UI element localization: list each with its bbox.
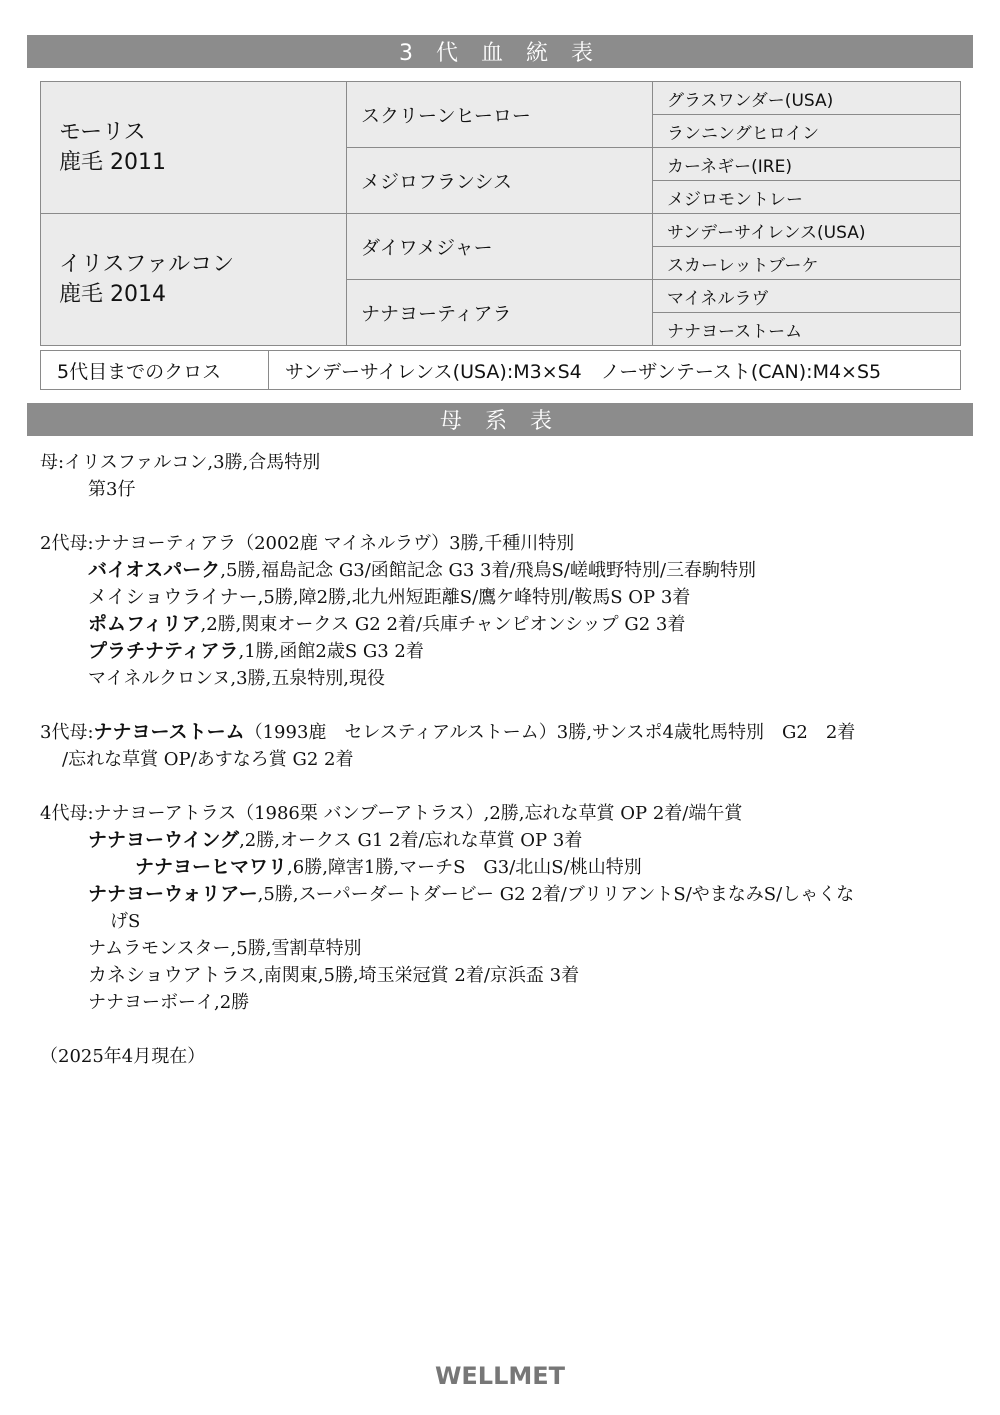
offspring-line [88, 962, 978, 989]
offspring-record: ,2勝,関東オークス G2 2着/兵庫チャンピオンシップ G2 3着 [200, 614, 686, 635]
cross-value: サンデーサイレンス(USA):M3×S4 ノーザンテースト(CAN):M4×S5 [269, 351, 961, 390]
sire-sire-dam: ランニングヒロイン [653, 115, 961, 148]
sire-info: 鹿毛 2011 [59, 149, 166, 175]
third-dam-line [40, 719, 970, 746]
offspring-record: ,5勝,障2勝,北九州短距離S/鷹ケ峰特別/鞍馬S OP 3着 [257, 587, 691, 608]
dam-line: 母:イリスファルコン,3勝,合馬特別 [40, 452, 321, 473]
offspring-record: ,5勝,スーパーダートダービー G2 2着/ブリリアントS/やまなみS/しゃくな [257, 884, 855, 905]
offspring-name: ナナヨーウォリアー [88, 883, 258, 905]
fourth-dam-line: 4代母:ナナヨーアトラス（1986栗 バンブーアトラス）,2勝,忘れな草賞 OP 2着/端午賞 [40, 803, 743, 824]
family-header: 母 系 表 [27, 403, 973, 436]
offspring-record: ,2勝,オークス G1 2着/忘れな草賞 OP 3着 [239, 830, 583, 851]
offspring-name: メイショウライナー [88, 586, 258, 608]
offspring-line [88, 638, 978, 665]
offspring-name: ポムフィリア [88, 613, 201, 635]
second-dam-line: 2代母:ナナヨーティアラ（2002鹿 マイネルラヴ）3勝,千種川特別 [40, 533, 575, 554]
offspring-name: ナナヨーウイング [88, 829, 240, 851]
offspring-line [88, 827, 978, 854]
third-dam-name: ナナヨーストーム [93, 721, 245, 743]
pedigree-header: 3 代 血 統 表 [27, 35, 973, 68]
wellmet-logo: WELLMET [434, 1362, 566, 1390]
sire-sire: スクリーンヒーロー [347, 82, 653, 148]
offspring-name: カネショウアトラス [88, 964, 259, 986]
as-of-date: （2025年4月現在） [40, 1046, 206, 1067]
offspring-line [88, 584, 978, 611]
sire-cell [41, 82, 347, 214]
offspring-record: ,1勝,函館2歳S G3 2着 [238, 641, 424, 662]
cross-table [40, 350, 961, 390]
dam-sire-dam: スカーレットブーケ [653, 247, 961, 280]
sire-name: モーリス [59, 119, 146, 145]
dam-dam-dam: ナナヨーストーム [653, 313, 961, 346]
dam-cell [41, 214, 347, 346]
third-dam-cont: /忘れな草賞 OP/あすなろ賞 G2 2着 [62, 749, 354, 770]
sire-sire-sire: グラスワンダー(USA) [653, 82, 961, 115]
sire-dam: メジロフランシス [347, 148, 653, 214]
dam-sire-sire: サンデーサイレンス(USA) [653, 214, 961, 247]
offspring-record: ,南関東,5勝,埼玉栄冠賞 2着/京浜盃 3着 [258, 965, 580, 986]
grand-offspring-line [135, 854, 975, 881]
offspring-line [88, 881, 978, 908]
dam-name: イリスファルコン [59, 251, 235, 277]
third-dam-record: （1993鹿 セレスティアルストーム）3勝,サンスポ4歳牝馬特別 G2 2着 [244, 722, 856, 743]
offspring-line: マイネルクロンヌ,3勝,五泉特別,現役 [88, 668, 385, 689]
offspring-line [88, 611, 978, 638]
third-dam-prefix: 3代母: [40, 722, 94, 743]
offspring-name: バイオスパーク [88, 559, 221, 581]
sire-dam-sire: カーネギー(IRE) [653, 148, 961, 181]
offspring-record: ,6勝,障害1勝,マーチS G3/北山S/桃山特別 [287, 857, 642, 878]
dam-info: 鹿毛 2014 [59, 281, 166, 307]
offspring-cont: げS [110, 911, 141, 932]
offspring-line: ナナヨーボーイ,2勝 [88, 992, 250, 1013]
offspring-name: プラチナティアラ [88, 640, 239, 662]
offspring-line [88, 557, 978, 584]
offspring-record: ,5勝,福島記念 G3/函館記念 G3 3着/飛鳥S/嵯峨野特別/三春駒特別 [220, 560, 757, 581]
pedigree-table [40, 81, 961, 346]
offspring-name: ナナヨーヒマワリ [135, 856, 288, 878]
dam-sire: ダイワメジャー [347, 214, 653, 280]
dam-dam: ナナヨーティアラ [347, 280, 653, 346]
offspring-line: ナムラモンスター,5勝,雪割草特別 [88, 938, 362, 959]
cross-label: 5代目までのクロス [41, 351, 269, 390]
dam-dam-sire: マイネルラヴ [653, 280, 961, 313]
dam-sub: 第3仔 [88, 479, 136, 500]
sire-dam-dam: メジロモントレー [653, 181, 961, 214]
